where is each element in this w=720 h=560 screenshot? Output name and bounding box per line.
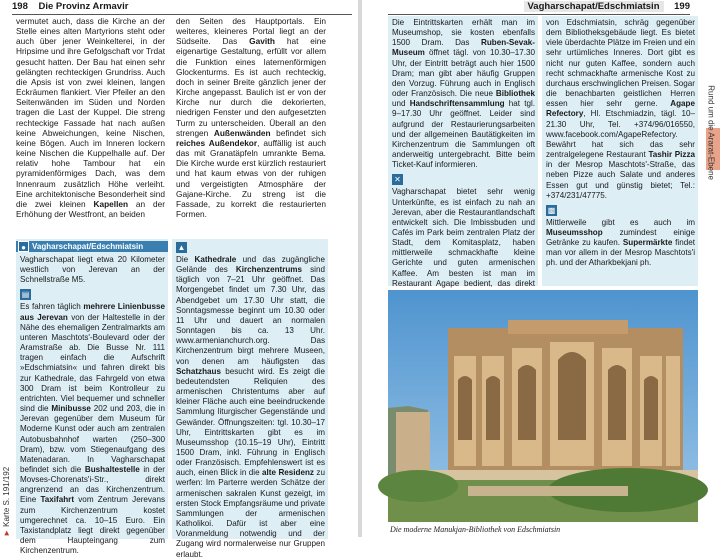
bus-icon: ▤ xyxy=(21,290,30,300)
pin-icon: ● xyxy=(18,241,29,252)
right-page-number: 199 xyxy=(674,1,690,12)
right-page-title: Vagharschapat/Edschmiatsin xyxy=(524,1,664,12)
food-text: Vagharschapat bietet sehr wenig Unterkünfte, es ist einfach zu nah an Jerevan, aber die Restaurantlandschaft entwickelt sich. Die Imbissbuden und Cafés im Park beim zentralen Platz der Stadt, dem Komitasplatz, haben mittlerweile schmackhafte kleine Gerichte und guten armenischen Kaffee. Am besten ist man im Restaurant Agape bedient, das direkt xyxy=(392,187,535,288)
library-photo xyxy=(388,290,698,522)
transport-text: Es fahren täglich mehrere Linienbusse aus Jerevan von der Haltestelle in der Nähe des ehemaligen Zentralmarkts am unteren Maschtots'-Boulevard oder der Aramstraße ab. Die Busse Nr. 111 tragen einfach die Aufschrift »Edschmiatsin« und fahren direkt bis zur Kathedrale, das Fahrgeld von etwa 300 Dram ist beim Kontrolleur zu entrichten. Viel bequemer und schneller sind die Minibusse 202 und 203, die in Jerevan gegenüber dem Museum für Moderne Kunst oder auch am zentralen Autobusbahnhof warten (250–300 Dram), bzw. vom Stiegenaufgang des Matenadaran. In Vagharschapat befindet sich die Bushaltestelle in der Movses-Chorenats'i-Str., direkt angrenzend an das Kirchenzentrum. Eine Taxifahrt vom Zentrum Jerevans zum Kirchenzentrum kostet umgerechnet ca. 10–15 Euro. Ein Taxistandplatz liegt direkt gegenüber dem Haupteingang zum Kirchenzentrum. xyxy=(20,302,166,556)
chapter-label: Rund um die Ararat-Ebene xyxy=(707,85,716,180)
left-page-number: 198 xyxy=(12,1,28,12)
left-page-header xyxy=(12,0,352,15)
fork-knife-icon: ✕ xyxy=(392,174,403,185)
info-box-sights xyxy=(172,239,328,559)
shopping-text: Mittlerweile gibt es auch im Museumsshop zumindest einige Getränke zu kaufen. Supermärkte findet man vor allem in der Mesrop Maschtots'i ph. und der Atharkbekjani ph. xyxy=(546,217,695,268)
right-page-header xyxy=(388,0,690,15)
info-box-museums xyxy=(388,16,538,286)
restaurants-text: von Edschmiatsin, schräg gegenüber dem Bibliotheksgebäude liegt. Es bietet viele überdachte Plätze im Freien und ein sehr urtümliches Inneres. Dort gibt es nicht nur guten Kaffee, sondern auch recht schmackhafte armenische Kost zu durchaus erschwinglichen Preisen. Sogar die benachbarten geistlichen Herren essen hier sehr gerne. Agape Refectory, Hl. Etschmiadzin, tägl. 10–21.30 Uhr, Tel. +374/96/016550, www.facebook.com/AgapeRefectory. Bewährt hat sich das sehr zentralgelegene Restaurant Tashir Pizza in der Mesrop Maschtots'-Straße, das neben Pizze auch Salate und anderes Essen gut und günstig bietet; Tel.: +374/231/47775. xyxy=(546,18,695,200)
church-icon: ▲ xyxy=(177,243,186,252)
left-text-column-2: den Seiten des Hauptportals. Ein weiteres, kleineres Portal liegt an der Südseite. Das Gavith hat eine eigenartige Gestaltung, erfüllt vor allem die Funktion eines laternenförmigen Glockenturms. Es ist auch rechteckig, doch in seiner Breite gänzlich jener der Kirche angepasst. Baulich ist er von der Kirche nur durch die dekorierten, niedrigen Fenster und den aufgesetzten Turm zu unterscheiden. Überall an den strengen Außenwänden befindet sich reiches Außendekor, auffällig ist auch das mit Granatäpfeln umrankte Bema. Die Kirche wurde erst kürzlich restauriert und hat kaum etwas von der ruhigen und vergeistigten Atmosphäre der Gajane-Kirche. Zu streng ist die Fassade, zu korrekt die restaurierten Formen. xyxy=(176,16,327,219)
right-page xyxy=(362,0,720,537)
info-box-directions xyxy=(16,239,168,556)
directions-text: Vagharschapat liegt etwa 20 Kilometer westlich von Jerevan an der Schnellstraße M5. xyxy=(20,255,165,285)
info-box-restaurants xyxy=(542,16,698,286)
left-page xyxy=(0,0,358,559)
sights-text: Die Kathedrale und das zugängliche Gelände des Kirchenzentrums sind täglich von 7–21 Uhr geöffnet. Das Morgengebet findet um 7.30 Uhr, das Abendgebet um 17.30 Uhr statt, die Sonntagsmesse beginnt um 10.30 oder 11 Uhr und dauert an normalen Sonntagen bis ca. 13 Uhr. www.armenianchurch.org. Das Kirchenzentrum birgt mehrere Museen, von denen am häufigsten das Schatzhaus besucht wird. Es zeigt die bedeutendsten Reliquien des armenischen Christentums aber auf kleiner Fläche auch eine beeindruckende Sammlung liturgischer Gegenstände und Gewänder. Öffnungszeiten: tgl. 10.30–17 Uhr, Eintrittskarten gibt es im Museumsshop (10.15–19 Uhr), Eintritt 1500 Dram, inkl. Führung in Englisch oder Französisch. Empfehlenswert ist es auch, einen Blick in die alte Residenz zu werfen: Im Parterre werden Schätze der armenischen sakralen Kunst gezeigt, im ersten Stock Empfangsräume und private Sammlungen der armenischen Katholikoi. Dafür ist aber eine Voranmeldung notwendig und der Zugang wird normalerweise nur Gruppen erlaubt. xyxy=(176,255,325,559)
info-box-heading-label: Vagharschapat/Edschmiatsin xyxy=(32,242,144,251)
map-reference-label: Karte S. 191/192 xyxy=(2,466,11,527)
map-reference xyxy=(2,467,11,537)
arrow-icon: ► xyxy=(2,529,11,537)
photo-caption: Die moderne Manukjan-Bibliothek von Edschmiatsin xyxy=(390,525,561,534)
info-box-heading xyxy=(16,241,168,252)
library-building-illustration xyxy=(388,290,698,522)
left-text-column-1: vermutet auch, dass die Kirche an der Stelle eines alten Martyrions steht oder auch über jener Weinkelterei, in der Hripsime und ihre Gefolgschaft vor Trdat gesucht hatten. Der Bau hat einen sehr gelängten rechteckigen Grundriss. Auch die Apsis ist von zwei kleinen, langen Eckräumen flankiert. Vier Pfeiler an den Seitenwänden im Süden und Norden tragen die Last der Kuppel. Die streng rechteckige Fassade hat nach außen keine Abweichungen, keine Nischen, keine Bögen. Auch im Inneren lockern keine Nischen die Kuppelhalle auf. Der relativ hohe Tambour hat ein pyramidenförmiges Dach, was dem Innenraum zusätzlich Höhe verleiht. Eine architektonische Besonderheit sind die zwei kleinen Kapellen an der Erhöhung der Westfront, an beiden xyxy=(16,16,165,219)
left-page-title: Die Provinz Armavir xyxy=(38,1,129,12)
cart-icon: ▩ xyxy=(547,205,556,215)
museums-text: Die Eintrittskarten erhält man im Museumshop, sie kosten ebenfalls 1500 Dram. Das Ruben-Sevak-Museum öffnet tägl. von 10.30–17.30 Uhr, der Eintritt beträgt auch hier 1500 Dram; man gibt aber häufig Gruppen den Vorzug. Führung auch in Englisch oder Französisch. Die neue Bibliothek und Handschriftensammlung hat tgl. 9–17.30 Uhr geöffnet. Leider sind aufgrund der Restaurierungsarbeiten und der allgemeinen Bautätigkeiten im Kirchenzentrum die Sammlungen oft anderweitig untergebracht. Bitte beim Ticket-Kauf informieren. xyxy=(392,18,535,170)
